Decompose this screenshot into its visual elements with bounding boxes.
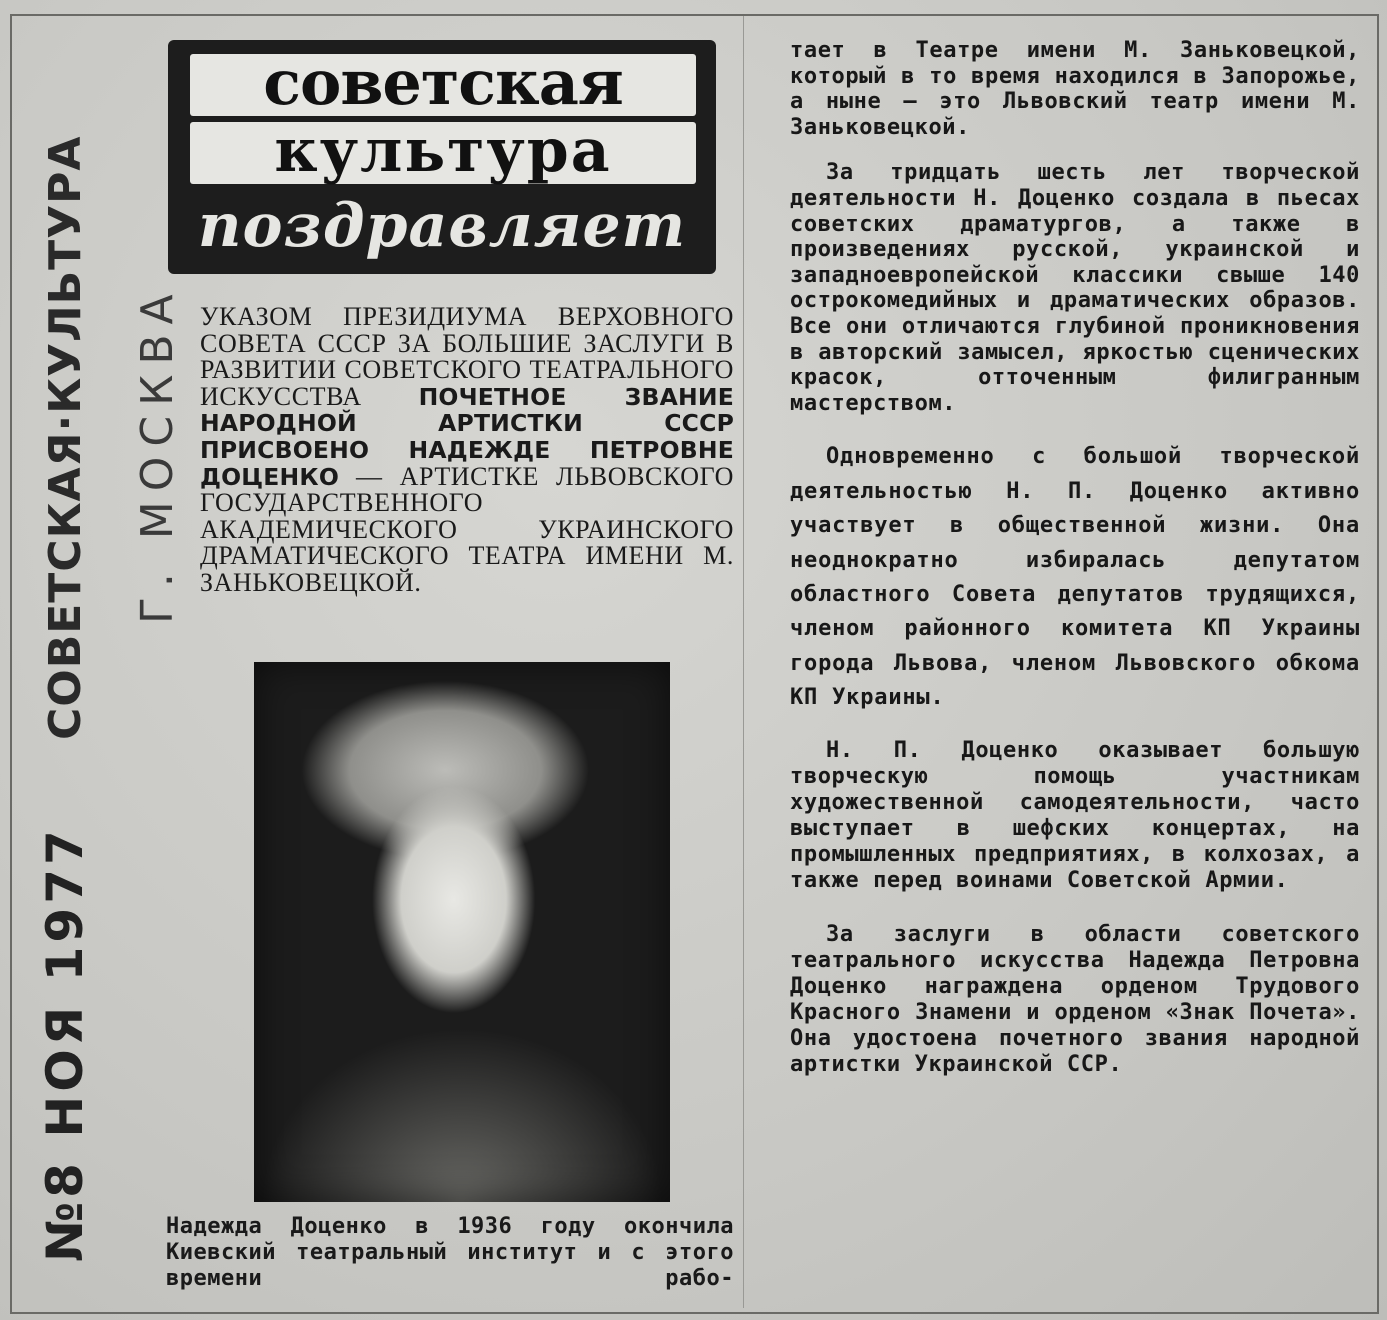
stamp-city: Г. МОСКВА <box>132 284 183 624</box>
masthead-script: поздравляет <box>197 191 687 261</box>
masthead-logo <box>168 40 716 274</box>
lead-plain: УКАЗОМ ПРЕЗИДИУМА ВЕРХОВНОГО СОВЕТА СССР ЗА БОЛЬШИЕ ЗАСЛУГИ В РАЗВИТИИ СОВЕТСКОГО ТЕАТРАЛЬНОГО ИСКУССТВА <box>200 302 734 411</box>
body-paragraph: тает в Театре имени М. Заньковецкой, который в то время находился в Запорожье, а ныне — это Львовский театр имени М. Заньковецкой. <box>790 38 1360 140</box>
masthead-line-2: культура <box>190 122 696 184</box>
stamp-newspaper-name: СОВЕТСКАЯ·КУЛЬТУРА <box>40 135 91 740</box>
column-divider <box>743 16 744 1308</box>
masthead-line-1: советская <box>190 54 696 116</box>
body-paragraph: Одновременно с большой творческой деятельностью Н. П. Доценко активно участвует в общественной жизни. Она неоднократно избиралась депутатом областного Совета депутатов трудящихся, членом районного комитета КП Украины города Львова, членом Львовского обкома КП Украины. <box>790 444 1360 711</box>
photo-caption: Надежда Доценко в 1936 году окончила Киевский театральный институт и с этого времени рабо- <box>166 1214 734 1291</box>
portrait-photo <box>254 662 670 1202</box>
lead-tail: — АРТИСТКЕ ЛЬВОВСКОГО ГОСУДАРСТВЕННОГО АКАДЕМИЧЕСКОГО УКРАИНСКОГО ДРАМАТИЧЕСКОГО ТЕАТРА ИМЕНИ М. ЗАНЬКОВЕЦКОЙ. <box>200 461 734 597</box>
stamp-date: №8 НОЯ 1977 <box>36 826 94 1262</box>
body-paragraph: Н. П. Доценко оказывает большую творческую помощь участникам художественной самодеятельности, часто выступает в шефских концертах, на промышленных предприятиях, в колхозах, а также перед воинами Советской Армии. <box>790 737 1360 893</box>
body-paragraph: За заслуги в области советского театрального искусства Надежда Петровна Доценко награждена орденом Трудового Красного Знамени и орденом «Знак Почета». Она удостоена почетного звания народной артистки Украинской ССР. <box>790 921 1360 1077</box>
article-lead <box>200 304 734 597</box>
body-paragraph: За тридцать шесть лет творческой деятельности Н. Доценко создала в пьесах советских драматургов, а также в произведениях русской, украинской и западноевропейской классики свыше 140 острокомедийных и драматических образов. Все они отличаются глубиной проникновения в авторский замысел, яркостью сценических красок, отточенным филигранным мастерством. <box>790 160 1360 416</box>
article-body <box>790 38 1360 1078</box>
lead-bold: ПОЧЕТНОЕ ЗВАНИЕ НАРОДНОЙ АРТИСТКИ СССР ПРИСВОЕНО НАДЕЖДЕ ПЕТРОВНЕ ДОЦЕНКО <box>200 382 734 491</box>
